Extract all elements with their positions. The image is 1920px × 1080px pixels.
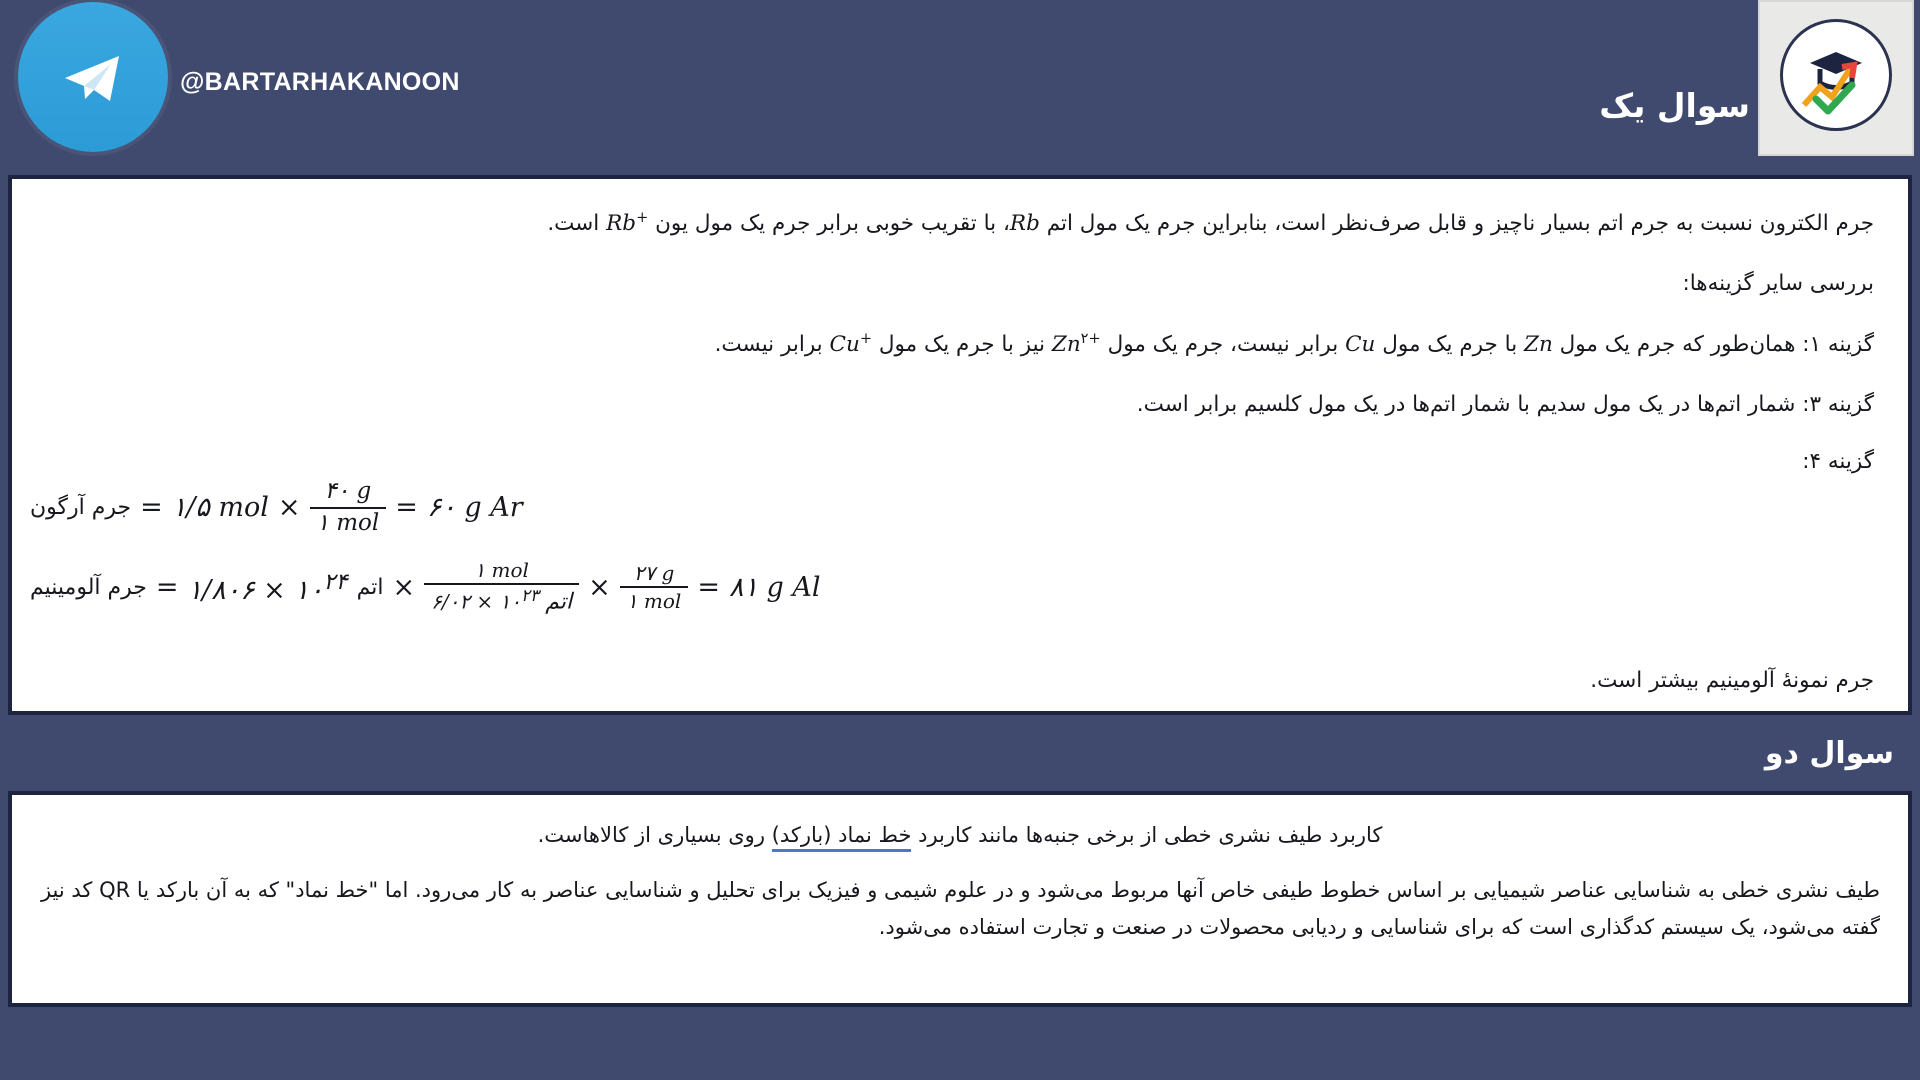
logo-ring	[1780, 19, 1892, 131]
equation-argon	[30, 479, 523, 537]
kanoon-logo	[1758, 0, 1914, 156]
equation-aluminium	[30, 559, 821, 616]
q2-line-2: طیف نشری خطی به شناسایی عناصر شیمیایی بر اساس خطوط طیفی خاص آنها مربوط می‌شود و در علوم شیمی و فیزیک برای تحلیل و شناسایی عناصر به کار می‌رود. اما "خط نماد" که به آن بارکد یا QR کد نیز گفته می‌شود، یک سیستم کدگذاری است که برای شناسایی و ردیابی محصولات در صنعت و تجارت استفاده می‌شود.	[40, 877, 1880, 939]
q1-conclusion: جرم نمونهٔ آلومینیم بیشتر است.	[1590, 668, 1874, 693]
eq-argon-fraction	[310, 479, 387, 537]
q2-line-1-b: روی بسیاری از کالاهاست.	[537, 823, 772, 847]
q1-line-3-c: برابر نیست، جرم یک مول	[1100, 331, 1346, 357]
q2-line-1-a: کاربرد طیف نشری خطی از برخی جنبه‌ها مانند کاربرد	[911, 823, 1383, 847]
channel-handle: @BARTARHAKANOON	[180, 68, 460, 96]
eq-al-fraction-1	[424, 559, 579, 616]
eq-al-equals-2: =	[697, 571, 720, 603]
eq-al-frac2-den: ۱ mol	[620, 586, 689, 612]
eq-al-frac1-num: ۱ mol	[474, 558, 529, 582]
q1-line-4: گزینه ۳: شمار اتم‌ها در یک مول سدیم با شمار اتم‌ها در یک مول کلسیم برابر است.	[1136, 392, 1874, 418]
q2-underlined-term: خط نماد (بارکد)	[772, 823, 912, 852]
q1-line-1-b: ، با تقریب خوبی برابر جرم یک مول یون	[648, 211, 1010, 237]
q1-line-1-c: است.	[547, 211, 607, 237]
eq-argon-frac-den: ۱ mol	[310, 507, 387, 537]
eq-al-fraction-2	[620, 562, 689, 613]
symbol-rb: Rb	[1009, 211, 1040, 237]
symbol-zn: Zn	[1524, 331, 1553, 357]
eq-argon-equals: =	[140, 492, 163, 524]
eq-argon-result: ۶۰ g Ar	[426, 492, 523, 524]
eq-al-times-1: ×	[392, 571, 416, 603]
q1-line-2: بررسی سایر گزینه‌ها:	[1682, 271, 1874, 297]
eq-al-count-unit: اتم	[356, 574, 384, 600]
eq-argon-label: جرم آرگون	[30, 495, 132, 521]
question-two-title: سوال دو	[1764, 735, 1894, 771]
q1-line-3-e: برابر نیست.	[714, 331, 830, 357]
eq-al-result: ۸۱ g Al	[728, 571, 821, 603]
q1-line-5: گزینه ۴:	[1802, 448, 1874, 474]
eq-al-label: جرم آلومینیم	[30, 574, 147, 600]
question-two-band	[0, 715, 1920, 791]
eq-al-frac1-den: ۶/۰۲ × $۱۰^{۲۳}$ اتم	[424, 583, 579, 615]
q1-line-3	[46, 328, 1874, 361]
q1-line-1	[46, 207, 1874, 240]
symbol-zn-ion: $Zn^{۲+}$	[1051, 329, 1101, 357]
eq-al-times-2: ×	[588, 571, 611, 603]
page-header	[0, 0, 1920, 175]
footer-band	[0, 1007, 1920, 1047]
eq-argon-times: ×	[277, 492, 301, 524]
eq-al-count: ۱/۸۰۶ × $۱۰^{۲۴}$	[187, 568, 348, 606]
q1-line-3-b: با جرم یک مول	[1375, 331, 1525, 357]
q2-line-1	[40, 817, 1880, 854]
telegram-icon	[18, 2, 168, 152]
symbol-cu: Cu	[1345, 331, 1376, 357]
question-two-panel	[8, 791, 1912, 1007]
eq-argon-equals-2: =	[395, 492, 418, 524]
eq-argon-frac-num: ۴۰ g	[324, 478, 372, 504]
q1-line-1-a: جرم الکترون نسبت به جرم اتم بسیار ناچیز و قابل صرف‌نظر است، بنابراین جرم یک مول اتم	[1039, 211, 1874, 237]
symbol-rb-ion: Rb+	[606, 209, 649, 237]
eq-al-equals: =	[155, 571, 179, 603]
page-title: سوال یک	[1599, 86, 1750, 125]
eq-al-frac2-num: ۲۷ g	[633, 560, 675, 585]
symbol-cu-ion: Cu+	[829, 329, 873, 357]
q1-line-3-d: نیز با جرم یک مول	[872, 331, 1052, 357]
q1-line-3-a: گزینه ۱: همان‌طور که جرم یک مول	[1552, 331, 1874, 357]
eq-argon-mol: ۱/۵ mol	[171, 492, 269, 524]
question-one-panel	[8, 175, 1912, 715]
